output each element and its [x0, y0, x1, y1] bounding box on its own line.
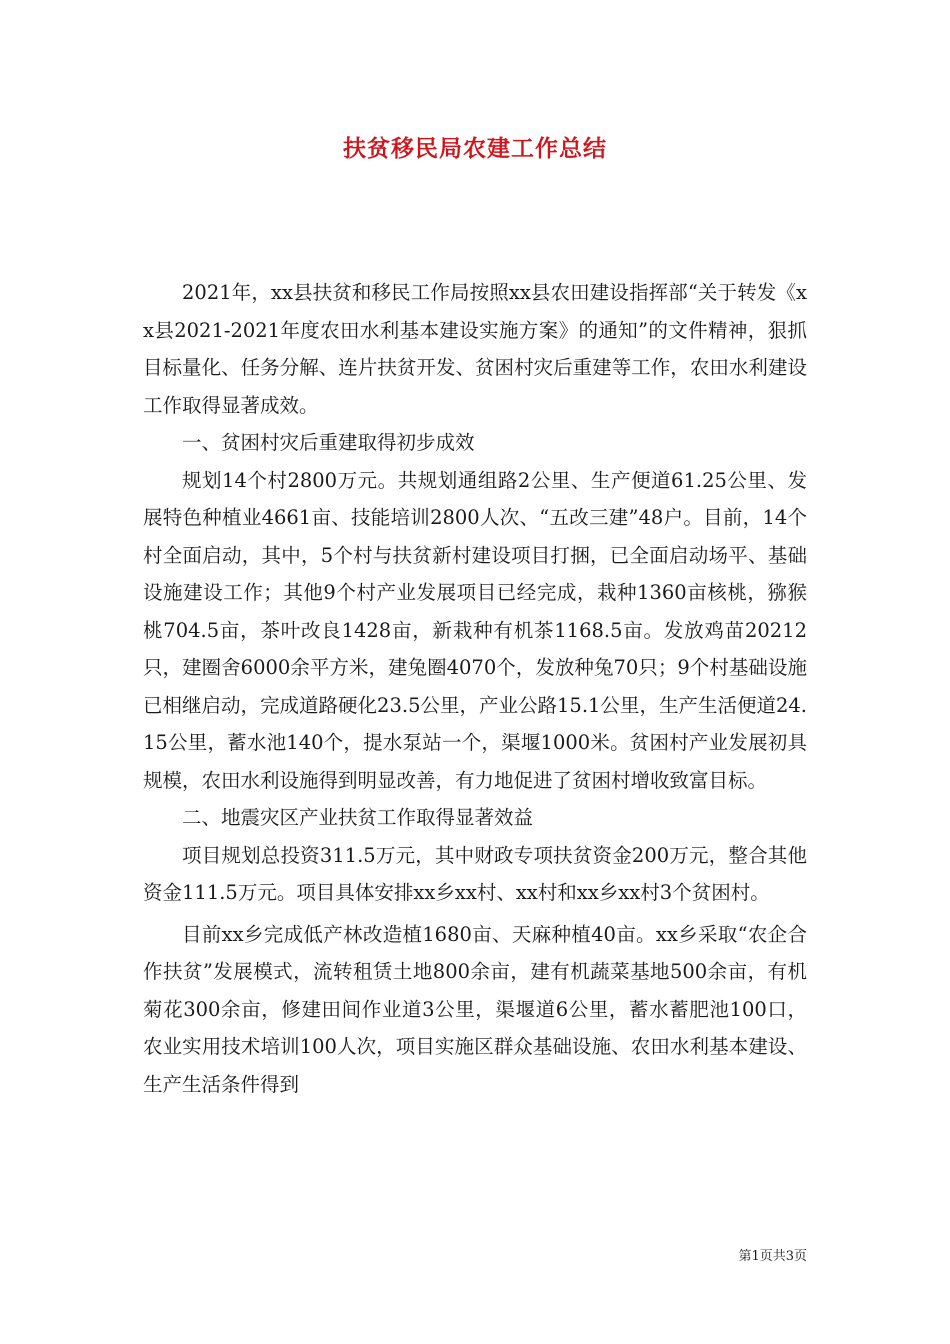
paragraph-section-1: 规划14个村2800万元。共规划通组路2公里、生产便道61.25公里、发展特色种植业4661亩、技能培训2800人次、“五改三建”48户。目前，14个村全面启动，其中，5个村与扶贫新村建设项目打捆，已全面启动场平、基础设施建设工作；其他9个村产业发展项目已经完成，栽种1360亩核桃，猕猴桃704.5亩，茶叶改良1428亩，新栽种有机茶1168.5亩。发放鸡苗20212只，建圈舍6000余平方米，建兔圈4070个，发放种兔70只；9个村基础设施已相继启动，完成道路硬化23.5公里，产业公路15.1公里，生产生活便道24.15公里，蓄水池140个，提水泵站一个，渠堰1000米。贫困村产业发展初具规模，农田水利设施得到明显改善，有力地促进了贫困村增收致富目标。: [143, 468, 807, 792]
paragraph-section-2a: 项目规划总投资311.5万元，其中财政专项扶贫资金200万元，整合其他资金111.5万元。项目具体安排xx乡xx村、xx村和xx乡xx村3个贫困村。: [143, 843, 807, 904]
page-number-footer: 第1页共3页: [738, 1249, 807, 1264]
document-body: [143, 274, 807, 1103]
paragraph-intro: 2021年，xx县扶贫和移民工作局按照xx县农田建设指挥部“关于转发《xx县2021-2021年度农田水利基本建设实施方案》的通知”的文件精神，狠抓目标量化、任务分解、连片扶贫开发、贫困村灾后重建等工作，农田水利建设工作取得显著成效。: [143, 281, 807, 417]
section-heading-1: 一、贫困村灾后重建取得初步成效: [182, 431, 475, 454]
paragraph-section-2b: 目前xx乡完成低产林改造植1680亩、天麻种植40亩。xx乡采取“农企合作扶贫”发展模式，流转租赁土地800余亩，建有机蔬菜基地500余亩，有机菊花300余亩，修建田间作业道3公里，渠堰道6公里，蓄水蓄肥池100口，农业实用技术培训100人次，项目实施区群众基础设施、农田水利基本建设、生产生活条件得到: [143, 922, 807, 1096]
section-heading-2: 二、地震灾区产业扶贫工作取得显著效益: [182, 806, 534, 829]
document-title: 扶贫移民局农建工作总结: [343, 135, 607, 162]
